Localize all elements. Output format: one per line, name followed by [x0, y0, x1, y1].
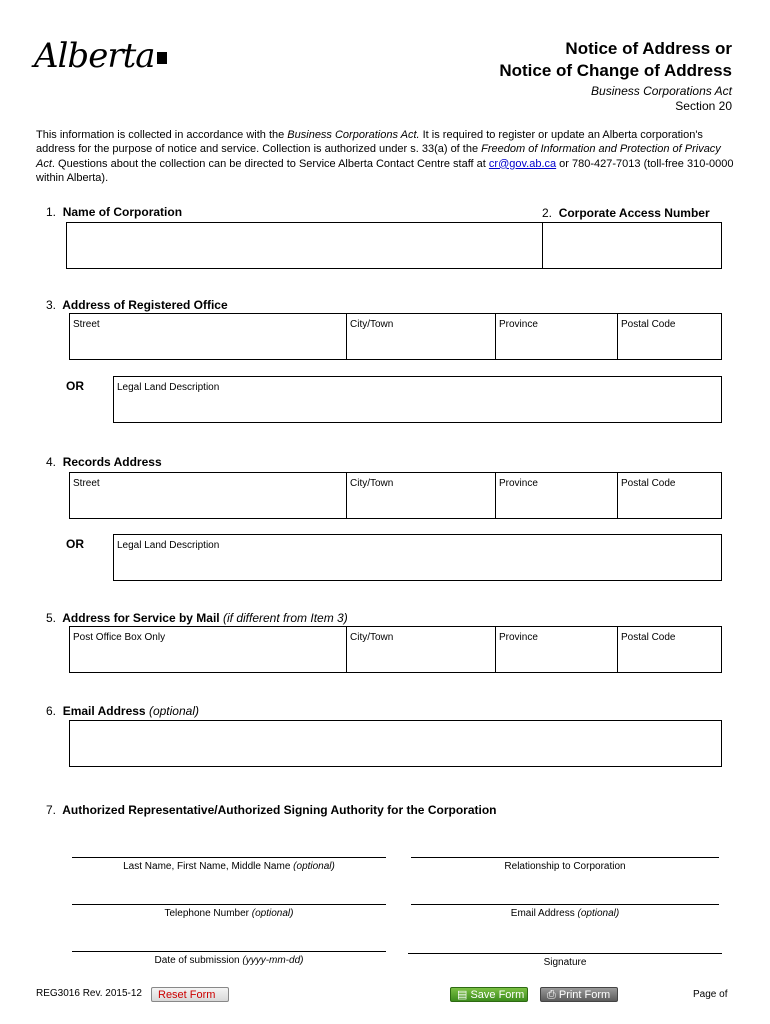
title-line-2: Notice of Change of Address [499, 61, 732, 80]
save-icon: ▤ [457, 989, 471, 1001]
mail-province-field[interactable]: Province [496, 627, 618, 672]
name-signature-line[interactable] [72, 857, 386, 858]
name-label: Last Name, First Name, Middle Name (optional) [123, 861, 335, 872]
page-indicator: Page of [693, 989, 728, 1000]
registered-postal-code-field[interactable]: Postal Code [621, 319, 676, 330]
telephone-label: Telephone Number (optional) [164, 908, 294, 919]
signature-label: Signature [543, 957, 587, 968]
relationship-line[interactable] [411, 857, 719, 858]
reset-form-button[interactable]: Reset Form [151, 987, 229, 1002]
print-form-button[interactable]: ⎙ Print Form [540, 987, 618, 1002]
registered-legal-land-field[interactable] [113, 376, 722, 423]
records-address-box [69, 472, 722, 519]
date-label: Date of submission (yyyy-mm-dd) [154, 955, 304, 966]
records-street-field[interactable]: Street [70, 473, 347, 518]
relationship-label: Relationship to Corporation [504, 861, 626, 872]
mail-city-field[interactable]: City/Town [347, 627, 496, 672]
corporation-name-field[interactable] [67, 223, 543, 268]
logo-mark-icon [157, 52, 167, 64]
records-province-field[interactable]: Province [496, 473, 618, 518]
corporation-info-box [66, 222, 722, 269]
email-address-field[interactable] [69, 720, 722, 767]
print-icon: ⎙ [547, 989, 559, 1001]
rep-email-line[interactable] [411, 904, 719, 905]
date-line[interactable] [72, 951, 386, 952]
signature-line[interactable] [408, 953, 722, 954]
section-4-heading: 4. Records Address [46, 455, 162, 469]
legal-land-label: Legal Land Description [117, 540, 220, 551]
registered-street-field[interactable]: Street [70, 314, 347, 359]
service-mail-address-box [69, 626, 722, 673]
or-label-3: OR [66, 379, 84, 393]
registered-province-field[interactable]: Province [496, 314, 618, 359]
section-6-heading: 6. Email Address (optional) [46, 704, 199, 718]
alberta-logo: Alberta [34, 36, 167, 76]
telephone-line[interactable] [72, 904, 386, 905]
section-7-heading: 7. Authorized Representative/Authorized Signing Authority for the Corporation [46, 803, 497, 817]
section-2-heading: 2. Corporate Access Number [542, 206, 710, 220]
po-box-field[interactable]: Post Office Box Only [70, 627, 347, 672]
intro-paragraph: This information is collected in accordance with the Business Corporations Act. It is required to register or update an Alberta corporation's address for the purpose of notice and service. Collection is authorized under s. 33(a) of the Freedom of Information and Protection of Privacy Act. Questions about the collection can be directed to Service Alberta Contact Centre staff at cr@gov.ab.ca or 780-427-7013 (toll-free 310-0000 within Alberta). [36, 129, 734, 184]
section-1-heading: 1. Name of Corporation [46, 205, 183, 219]
or-label-4: OR [66, 537, 84, 551]
save-form-button[interactable]: ▤ Save Form [450, 987, 528, 1002]
registered-city-field[interactable]: City/Town [347, 314, 496, 359]
act-section: Section 20 [675, 99, 732, 113]
section-3-heading: 3. Address of Registered Office [46, 298, 228, 312]
contact-email-link[interactable]: cr@gov.ab.ca [488, 157, 557, 170]
form-title [499, 38, 732, 82]
form-subtitle [591, 84, 732, 114]
title-line-1: Notice of Address or [565, 39, 732, 58]
corporate-access-number-field[interactable] [543, 223, 721, 268]
mail-postal-code-field[interactable]: Postal Code [621, 632, 676, 643]
section-5-heading: 5. Address for Service by Mail (if different from Item 3) [46, 611, 348, 625]
form-id: REG3016 Rev. 2015-12 [36, 988, 142, 999]
records-city-field[interactable]: City/Town [347, 473, 496, 518]
records-legal-land-field[interactable] [113, 534, 722, 581]
records-postal-code-field[interactable]: Postal Code [621, 478, 676, 489]
rep-email-label: Email Address (optional) [510, 908, 620, 919]
act-name: Business Corporations Act [591, 84, 732, 98]
legal-land-label: Legal Land Description [117, 382, 220, 393]
registered-office-address-box [69, 313, 722, 360]
